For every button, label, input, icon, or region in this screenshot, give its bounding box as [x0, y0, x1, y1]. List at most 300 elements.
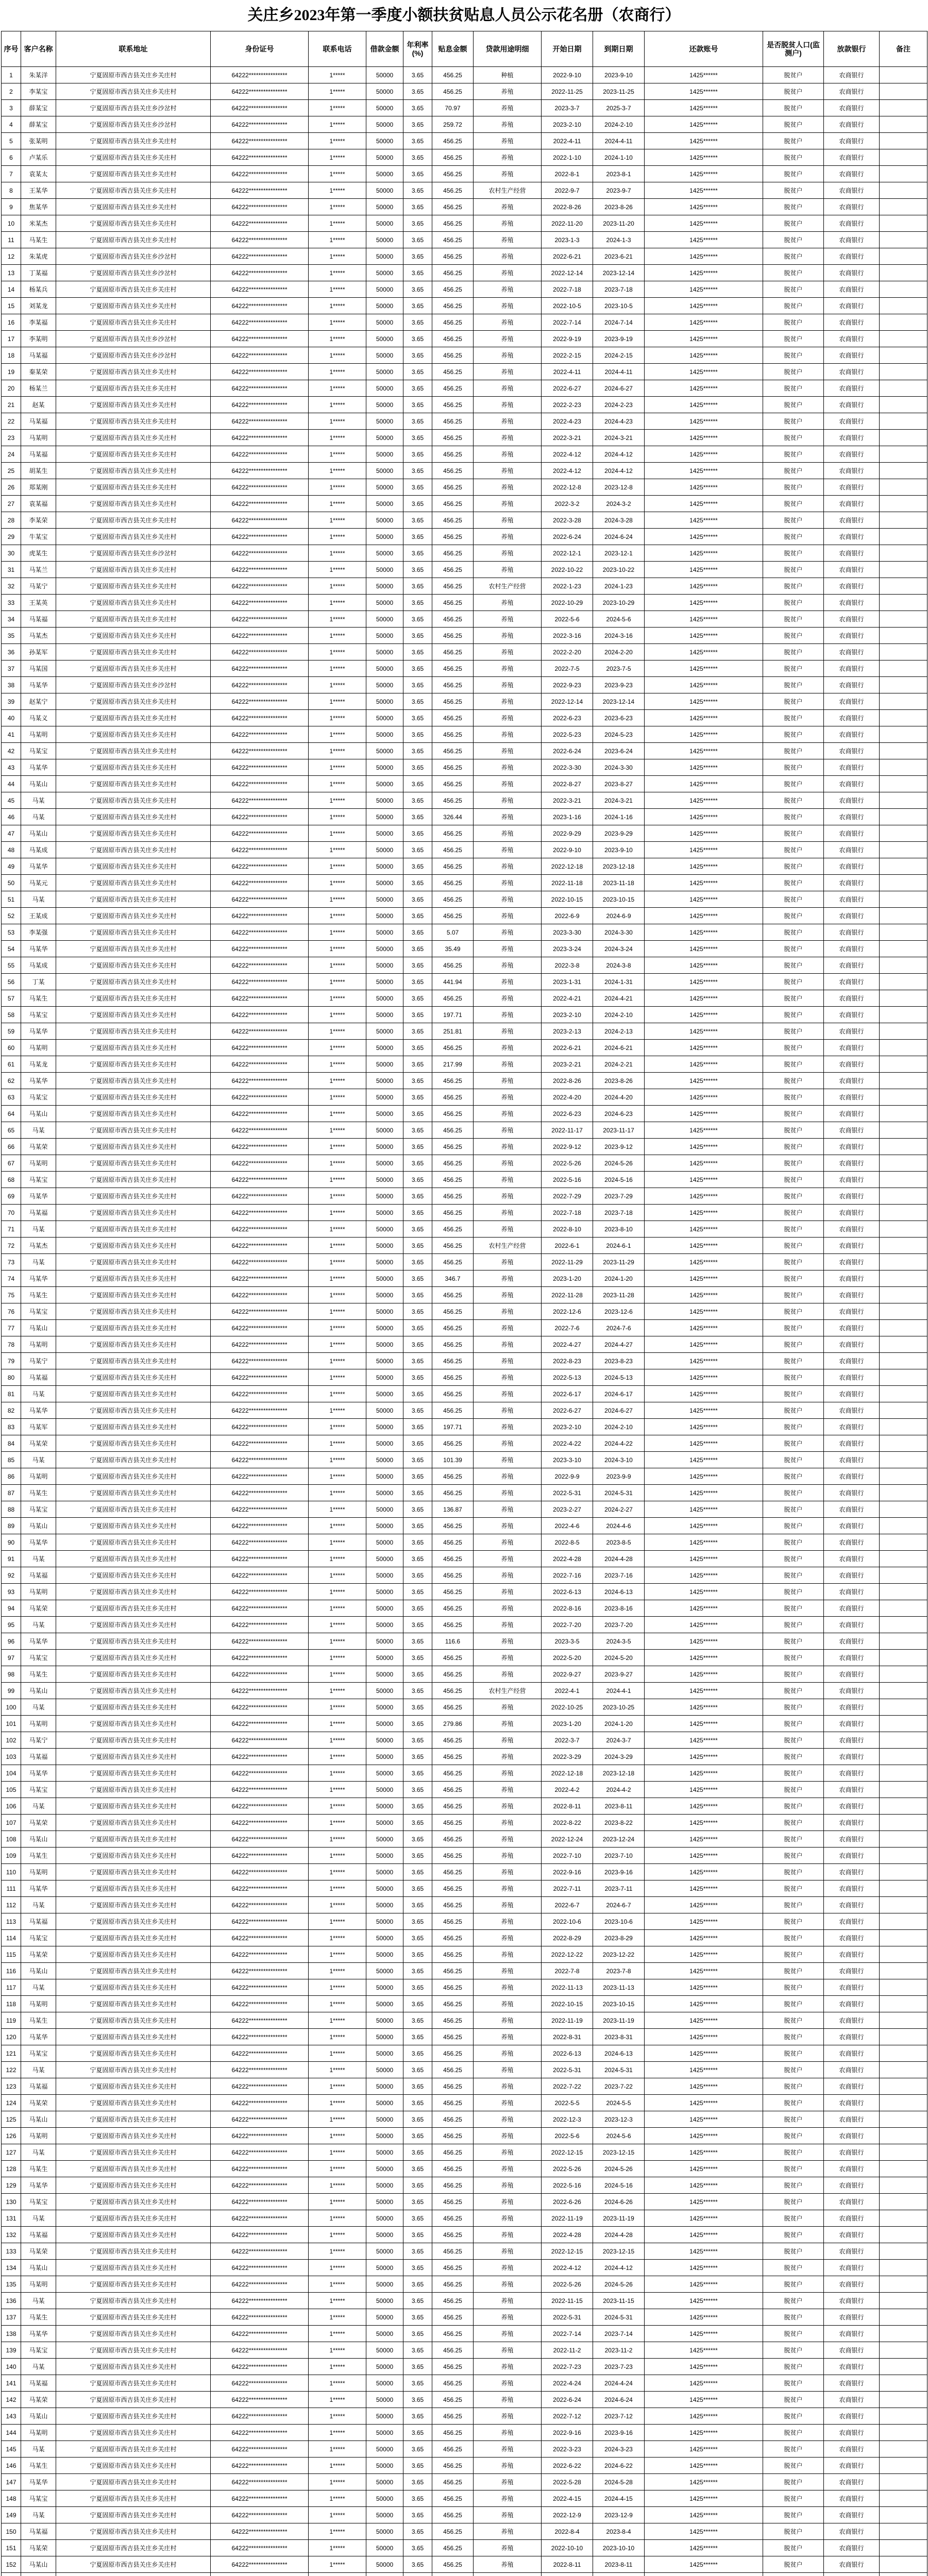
lending-bank: 农商银行 [824, 1320, 880, 1336]
lending-bank: 农商银行 [824, 2425, 880, 2441]
interest-rate: 3.65 [403, 1617, 432, 1633]
row-number: 139 [2, 2342, 21, 2359]
loan-purpose: 养殖 [474, 1106, 542, 1122]
table-row [2, 858, 927, 875]
loan-amount: 50000 [366, 858, 403, 875]
id-number: 64222**************** [211, 611, 309, 628]
contact-address: 宁夏固原市西吉县关庄乡关庄村 [56, 380, 211, 397]
phone-number: 1***** [309, 2326, 366, 2342]
id-number: 64222**************** [211, 693, 309, 710]
id-number: 64222**************** [211, 2062, 309, 2078]
start-date: 2023-1-31 [542, 974, 593, 990]
repayment-account: 1425****** [645, 726, 763, 743]
loan-purpose: 养殖 [474, 1765, 542, 1782]
lending-bank: 农商银行 [824, 248, 880, 265]
customer-name: 马某 [21, 1798, 56, 1815]
note [880, 1320, 927, 1336]
interest-rate: 3.65 [403, 1699, 432, 1716]
loan-amount: 50000 [366, 1979, 403, 1996]
contact-address: 宁夏固原市西吉县关庄乡关庄村 [56, 2276, 211, 2293]
table-row [2, 100, 927, 116]
contact-address: 宁夏固原市西吉县关庄乡关庄村 [56, 2309, 211, 2326]
id-number: 64222**************** [211, 1831, 309, 1848]
subsidy-amount: 456.25 [432, 2210, 474, 2227]
id-number: 64222**************** [211, 2523, 309, 2540]
note [880, 2359, 927, 2375]
loan-purpose: 养殖 [474, 726, 542, 743]
row-number: 1 [2, 67, 21, 83]
row-number: 122 [2, 2062, 21, 2078]
phone-number: 1***** [309, 248, 366, 265]
loan-purpose: 养殖 [474, 1369, 542, 1386]
table-row [2, 1699, 927, 1716]
table-row [2, 2078, 927, 2095]
repayment-account: 1425****** [645, 1205, 763, 1221]
loan-amount: 50000 [366, 2227, 403, 2243]
lending-bank: 农商银行 [824, 380, 880, 397]
loan-amount: 50000 [366, 809, 403, 825]
note [880, 265, 927, 281]
customer-name: 马某 [21, 1979, 56, 1996]
id-number: 64222**************** [211, 496, 309, 512]
id-number: 64222**************** [211, 1007, 309, 1023]
loan-purpose: 养殖 [474, 199, 542, 215]
row-number: 93 [2, 1584, 21, 1600]
table-row [2, 1683, 927, 1699]
note [880, 2012, 927, 2029]
loan-amount: 50000 [366, 265, 403, 281]
phone-number: 1***** [309, 67, 366, 83]
repayment-account: 1425****** [645, 1172, 763, 1188]
interest-rate: 3.65 [403, 1122, 432, 1139]
end-date: 2024-4-6 [593, 1518, 645, 1534]
lending-bank: 农商银行 [824, 1188, 880, 1205]
poverty-status: 脱贫户 [763, 908, 824, 924]
repayment-account: 1425****** [645, 2045, 763, 2062]
loan-amount: 50000 [366, 1880, 403, 1897]
lending-bank: 农商银行 [824, 743, 880, 759]
end-date: 2024-1-3 [593, 232, 645, 248]
start-date: 2022-10-6 [542, 1913, 593, 1930]
phone-number: 1***** [309, 2062, 366, 2078]
contact-address: 宁夏固原市西吉县关庄乡关庄村 [56, 232, 211, 248]
start-date: 2023-3-7 [542, 100, 593, 116]
loan-amount: 50000 [366, 1765, 403, 1782]
lending-bank [824, 2573, 880, 2576]
loan-amount: 50000 [366, 1402, 403, 1419]
note [880, 1765, 927, 1782]
loan-amount: 50000 [366, 2095, 403, 2111]
lending-bank: 农商银行 [824, 1782, 880, 1798]
phone-number: 1***** [309, 1353, 366, 1369]
row-number: 20 [2, 380, 21, 397]
lending-bank: 农商银行 [824, 660, 880, 677]
contact-address: 宁夏固原市西吉县关庄乡关庄村 [56, 595, 211, 611]
poverty-status: 脱贫户 [763, 1683, 824, 1699]
loan-amount: 50000 [366, 1056, 403, 1073]
contact-address: 宁夏固原市西吉县关庄乡关庄村 [56, 644, 211, 660]
page-title: 关庄乡2023年第一季度小额扶贫贴息人员公示花名册（农商行） [247, 7, 681, 24]
loan-purpose: 养殖 [474, 2556, 542, 2573]
id-number: 64222**************** [211, 281, 309, 298]
start-date: 2023-2-13 [542, 1023, 593, 1040]
row-number: 130 [2, 2194, 21, 2210]
note [880, 1402, 927, 1419]
loan-purpose: 养殖 [474, 792, 542, 809]
loan-amount: 50000 [366, 2293, 403, 2309]
note [880, 67, 927, 83]
lending-bank: 农商银行 [824, 1172, 880, 1188]
subsidy-amount: 456.25 [432, 990, 474, 1007]
loan-purpose: 养殖 [474, 743, 542, 759]
start-date: 2022-7-14 [542, 314, 593, 331]
repayment-account: 1425****** [645, 380, 763, 397]
row-number: 71 [2, 1221, 21, 1238]
subsidy-amount: 70.97 [432, 100, 474, 116]
subsidy-amount: 456.25 [432, 1089, 474, 1106]
note [880, 116, 927, 133]
subsidy-amount: 456.25 [432, 2227, 474, 2243]
subsidy-amount: 456.25 [432, 1402, 474, 1419]
lending-bank: 农商银行 [824, 924, 880, 941]
subsidy-amount: 456.25 [432, 1782, 474, 1798]
customer-name: 牛某宝 [21, 529, 56, 545]
lending-bank: 农商银行 [824, 2045, 880, 2062]
table-row [2, 512, 927, 529]
phone-number: 1***** [309, 1073, 366, 1089]
loan-amount: 50000 [366, 1369, 403, 1386]
contact-address: 宁夏固原市西吉县关庄乡沙岔村 [56, 265, 211, 281]
note [880, 1419, 927, 1435]
row-number: 133 [2, 2243, 21, 2260]
poverty-status: 脱贫户 [763, 1880, 824, 1897]
repayment-account: 1425****** [645, 1996, 763, 2012]
poverty-status: 脱贫户 [763, 1534, 824, 1551]
customer-name: 马某 [21, 1617, 56, 1633]
end-date: 2024-2-27 [593, 1501, 645, 1518]
subsidy-amount: 456.25 [432, 1122, 474, 1139]
repayment-account: 1425****** [645, 1007, 763, 1023]
phone-number: 1***** [309, 1205, 366, 1221]
table-row [2, 842, 927, 858]
repayment-account: 1425****** [645, 2243, 763, 2260]
end-date: 2023-9-23 [593, 677, 645, 693]
end-date: 2023-9-27 [593, 1666, 645, 1683]
repayment-account: 1425****** [645, 1551, 763, 1567]
interest-rate: 3.65 [403, 100, 432, 116]
customer-name: 马某生 [21, 1485, 56, 1501]
end-date: 2023-7-16 [593, 1567, 645, 1584]
column-header: 年利率(%) [403, 31, 432, 67]
loan-purpose: 养殖 [474, 1897, 542, 1913]
lending-bank: 农商银行 [824, 1023, 880, 1040]
note [880, 990, 927, 1007]
table-row [2, 1782, 927, 1798]
contact-address: 宁夏固原市西吉县关庄乡关庄村 [56, 1303, 211, 1320]
loan-amount: 50000 [366, 924, 403, 941]
loan-amount: 50000 [366, 199, 403, 215]
interest-rate: 3.65 [403, 1848, 432, 1864]
repayment-account: 1425****** [645, 446, 763, 463]
loan-purpose: 养殖 [474, 545, 542, 562]
contact-address: 宁夏固原市西吉县关庄乡关庄村 [56, 1139, 211, 1155]
lending-bank: 农商银行 [824, 1963, 880, 1979]
contact-address: 宁夏固原市西吉县关庄乡关庄村 [56, 858, 211, 875]
customer-name: 米某杰 [21, 215, 56, 232]
subsidy-amount: 456.25 [432, 496, 474, 512]
note [880, 1287, 927, 1303]
loan-purpose: 养殖 [474, 1336, 542, 1353]
interest-rate: 3.65 [403, 595, 432, 611]
customer-name: 马某福 [21, 2227, 56, 2243]
interest-rate: 3.65 [403, 1287, 432, 1303]
note [880, 1699, 927, 1716]
subsidy-amount: 456.25 [432, 644, 474, 660]
poverty-status: 脱贫户 [763, 2012, 824, 2029]
table-row [2, 2326, 927, 2342]
phone-number: 1***** [309, 743, 366, 759]
poverty-status: 脱贫户 [763, 1848, 824, 1864]
loan-purpose: 养殖 [474, 248, 542, 265]
interest-rate: 3.65 [403, 2441, 432, 2458]
interest-rate: 3.65 [403, 1765, 432, 1782]
start-date: 2022-10-15 [542, 1996, 593, 2012]
contact-address: 宁夏固原市西吉县关庄乡关庄村 [56, 1040, 211, 1056]
lending-bank: 农商银行 [824, 908, 880, 924]
id-number: 64222**************** [211, 529, 309, 545]
customer-name: 虎某生 [21, 545, 56, 562]
customer-name: 李某福 [21, 314, 56, 331]
note [880, 298, 927, 314]
note [880, 726, 927, 743]
table-row [2, 182, 927, 199]
id-number: 64222**************** [211, 380, 309, 397]
note [880, 347, 927, 364]
subsidy-amount: 116.6 [432, 1633, 474, 1650]
start-date: 2022-12-24 [542, 1831, 593, 1848]
row-number: 61 [2, 1056, 21, 1073]
id-number: 64222**************** [211, 545, 309, 562]
poverty-status: 脱贫户 [763, 100, 824, 116]
phone-number: 1***** [309, 677, 366, 693]
phone-number: 1***** [309, 512, 366, 529]
start-date: 2022-10-5 [542, 298, 593, 314]
loan-amount: 50000 [366, 2243, 403, 2260]
table-row [2, 430, 927, 446]
note [880, 512, 927, 529]
contact-address: 宁夏固原市西吉县关庄乡关庄村 [56, 1683, 211, 1699]
repayment-account: 1425****** [645, 1650, 763, 1666]
end-date: 2023-8-10 [593, 1221, 645, 1238]
loan-purpose: 养殖 [474, 1650, 542, 1666]
loan-amount: 50000 [366, 957, 403, 974]
note [880, 1122, 927, 1139]
table-row [2, 1633, 927, 1650]
contact-address: 宁夏固原市西吉县关庄乡关庄村 [56, 1600, 211, 1617]
row-number: 126 [2, 2128, 21, 2144]
repayment-account: 1425****** [645, 693, 763, 710]
note [880, 1485, 927, 1501]
customer-name: 马某福 [21, 446, 56, 463]
note [880, 908, 927, 924]
table-row [2, 1402, 927, 1419]
phone-number: 1***** [309, 1716, 366, 1732]
table-row [2, 1254, 927, 1270]
loan-amount: 50000 [366, 2523, 403, 2540]
contact-address: 宁夏固原市西吉县关庄乡关庄村 [56, 479, 211, 496]
start-date [542, 2573, 593, 2576]
row-number: 70 [2, 1205, 21, 1221]
row-number: 53 [2, 924, 21, 941]
interest-rate: 3.65 [403, 2078, 432, 2095]
lending-bank: 农商银行 [824, 2194, 880, 2210]
interest-rate: 3.65 [403, 1007, 432, 1023]
phone-number: 1***** [309, 2392, 366, 2408]
repayment-account: 1425****** [645, 2359, 763, 2375]
loan-purpose: 养殖 [474, 1485, 542, 1501]
table-row [2, 2556, 927, 2573]
id-number: 64222**************** [211, 2326, 309, 2342]
subsidy-amount: 456.25 [432, 2260, 474, 2276]
poverty-status: 脱贫户 [763, 1188, 824, 1205]
end-date: 2024-3-2 [593, 496, 645, 512]
lending-bank: 农商银行 [824, 875, 880, 891]
loan-purpose: 养殖 [474, 1732, 542, 1749]
contact-address: 宁夏固原市西吉县关庄乡关庄村 [56, 974, 211, 990]
poverty-status: 脱贫户 [763, 1831, 824, 1848]
subsidy-amount: 456.25 [432, 2556, 474, 2573]
row-number: 57 [2, 990, 21, 1007]
note [880, 2095, 927, 2111]
subsidy-amount: 456.25 [432, 1106, 474, 1122]
phone-number: 1***** [309, 2490, 366, 2507]
end-date: 2024-1-31 [593, 974, 645, 990]
poverty-status: 脱贫户 [763, 496, 824, 512]
id-number: 64222**************** [211, 2194, 309, 2210]
loan-purpose: 养殖 [474, 83, 542, 100]
customer-name: 马某 [21, 1699, 56, 1716]
subsidy-amount: 197.71 [432, 1419, 474, 1435]
interest-rate: 3.65 [403, 1534, 432, 1551]
row-number: 46 [2, 809, 21, 825]
table-row [2, 1518, 927, 1534]
contact-address: 宁夏固原市西吉县关庄乡关庄村 [56, 1716, 211, 1732]
loan-purpose: 养殖 [474, 1913, 542, 1930]
repayment-account: 1425****** [645, 1815, 763, 1831]
table-row [2, 298, 927, 314]
end-date: 2023-11-28 [593, 1287, 645, 1303]
table-row [2, 364, 927, 380]
loan-purpose: 养殖 [474, 1848, 542, 1864]
customer-name: 刘某龙 [21, 298, 56, 314]
end-date: 2024-6-13 [593, 2045, 645, 2062]
phone-number: 1***** [309, 726, 366, 743]
row-number: 119 [2, 2012, 21, 2029]
start-date: 2022-11-28 [542, 1287, 593, 1303]
customer-name: 马某 [21, 2062, 56, 2078]
start-date: 2022-9-23 [542, 677, 593, 693]
contact-address: 宁夏固原市西吉县关庄乡关庄村 [56, 430, 211, 446]
repayment-account: 1425****** [645, 677, 763, 693]
note [880, 1617, 927, 1633]
loan-amount: 50000 [366, 1320, 403, 1336]
repayment-account: 1425****** [645, 1501, 763, 1518]
note [880, 133, 927, 149]
phone-number: 1***** [309, 265, 366, 281]
repayment-account: 1425****** [645, 2111, 763, 2128]
start-date: 2022-6-1 [542, 1238, 593, 1254]
note [880, 1238, 927, 1254]
repayment-account: 1425****** [645, 364, 763, 380]
table-row [2, 1435, 927, 1452]
subsidy-amount: 346.7 [432, 1270, 474, 1287]
loan-purpose: 养殖 [474, 2540, 542, 2556]
interest-rate: 3.65 [403, 1880, 432, 1897]
repayment-account: 1425****** [645, 1930, 763, 1946]
repayment-account: 1425****** [645, 2408, 763, 2425]
poverty-status: 脱贫户 [763, 248, 824, 265]
customer-name: 秦某荣 [21, 364, 56, 380]
row-number: 88 [2, 1501, 21, 1518]
repayment-account: 1425****** [645, 1139, 763, 1155]
interest-rate: 3.65 [403, 314, 432, 331]
loan-purpose: 养殖 [474, 2161, 542, 2177]
end-date: 2024-3-16 [593, 628, 645, 644]
phone-number: 1***** [309, 2540, 366, 2556]
customer-name: 马某明 [21, 430, 56, 446]
loan-purpose: 养殖 [474, 232, 542, 248]
interest-rate: 3.65 [403, 990, 432, 1007]
subsidy-amount [432, 2573, 474, 2576]
loan-purpose: 养殖 [474, 215, 542, 232]
row-number: 68 [2, 1172, 21, 1188]
loan-purpose: 养殖 [474, 1996, 542, 2012]
note [880, 710, 927, 726]
subsidy-amount: 456.25 [432, 2326, 474, 2342]
end-date: 2023-8-16 [593, 1600, 645, 1617]
customer-name: 马某华 [21, 1023, 56, 1040]
row-number: 98 [2, 1666, 21, 1683]
table-row [2, 2045, 927, 2062]
subsidy-amount: 456.25 [432, 298, 474, 314]
poverty-status: 脱贫户 [763, 595, 824, 611]
lending-bank: 农商银行 [824, 759, 880, 776]
start-date: 2022-8-22 [542, 1815, 593, 1831]
lending-bank: 农商银行 [824, 2375, 880, 2392]
phone-number: 1***** [309, 2359, 366, 2375]
phone-number: 1***** [309, 941, 366, 957]
interest-rate: 3.65 [403, 2161, 432, 2177]
subsidy-amount: 456.25 [432, 182, 474, 199]
id-number: 64222**************** [211, 1320, 309, 1336]
subsidy-amount: 5.07 [432, 924, 474, 941]
subsidy-amount: 456.25 [432, 1963, 474, 1979]
column-header: 到期日期 [593, 31, 645, 67]
loan-purpose: 养殖 [474, 1073, 542, 1089]
note [880, 891, 927, 908]
id-number: 64222**************** [211, 1402, 309, 1419]
table-row [2, 595, 927, 611]
end-date: 2023-11-2 [593, 2342, 645, 2359]
contact-address: 宁夏固原市西吉县关庄乡关庄村 [56, 2260, 211, 2276]
contact-address: 宁夏固原市西吉县关庄乡关庄村 [56, 2556, 211, 2573]
end-date: 2023-9-10 [593, 67, 645, 83]
id-number: 64222**************** [211, 2359, 309, 2375]
start-date: 2022-6-21 [542, 248, 593, 265]
note [880, 578, 927, 595]
interest-rate: 3.65 [403, 1155, 432, 1172]
phone-number: 1***** [309, 1683, 366, 1699]
